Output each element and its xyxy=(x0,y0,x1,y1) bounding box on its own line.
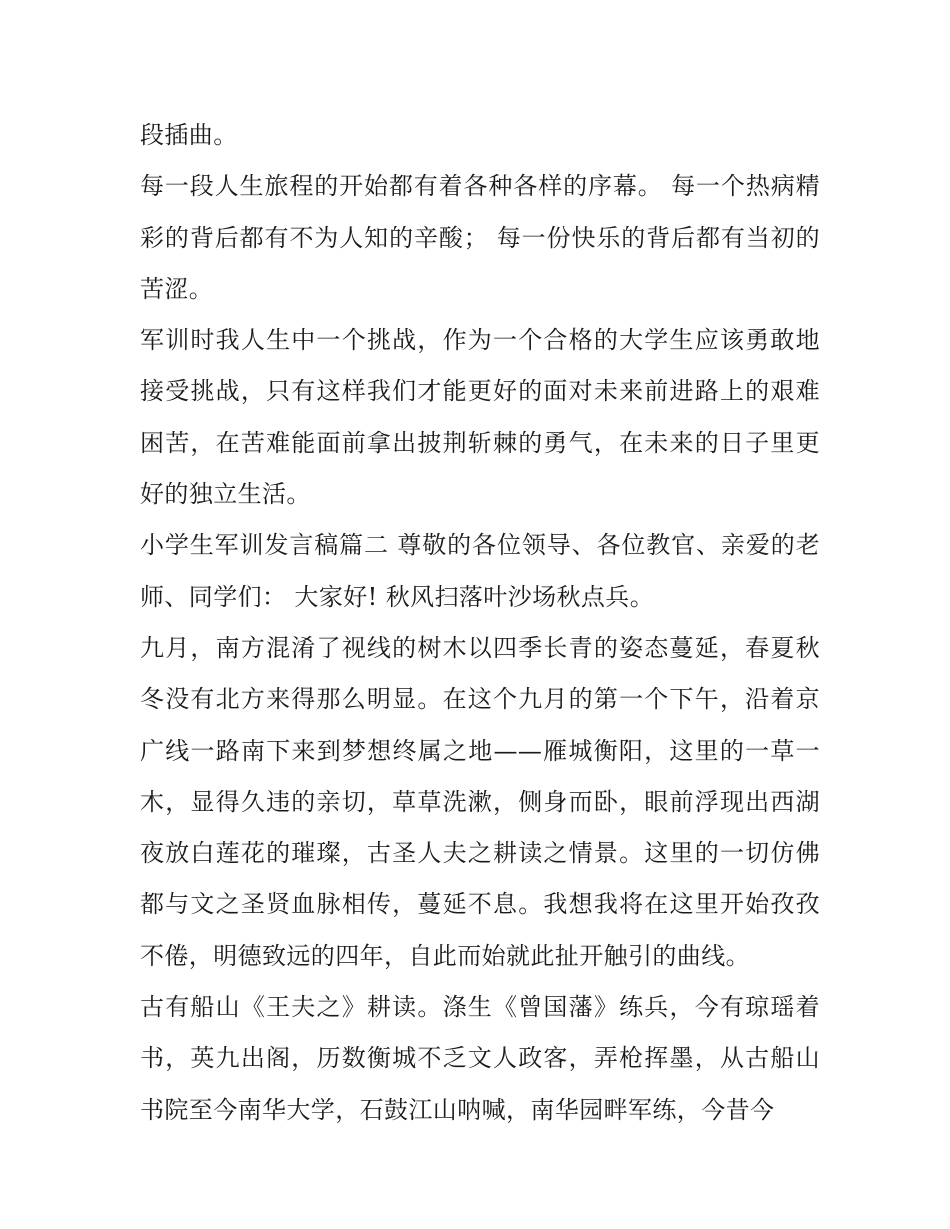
paragraph-6: 古有船山《王夫之》耕读。涤生《曾国藩》练兵，今有琼瑶着书，英九出阁，历数衡城不乏文人政客，弄枪挥墨，从古船山书院至今南华大学，石鼓江山呐喊，南华园畔军练，今昔今 xyxy=(140,993,820,1124)
document-body xyxy=(140,110,820,1136)
paragraph-4: 小学生军训发言稿篇二 尊敬的各位领导、各位教官、亲爱的老师、同学们： 大家好! 秋风扫落叶沙场秋点兵。 xyxy=(140,531,820,611)
paragraph-1: 段插曲。 xyxy=(140,121,238,149)
paragraph-2: 每一段人生旅程的开始都有着各种各样的序幕。 每一个热病精彩的背后都有不为人知的辛酸； 每一份快乐的背后都有当初的苦涩。 xyxy=(140,172,820,303)
paragraph-3: 军训时我人生中一个挑战，作为一个合格的大学生应该勇敢地接受挑战，只有这样我们才能更好的面对未来前进路上的艰难困苦，在苦难能面前拿出披荆斩棘的勇气，在未来的日子里更好的独立生活。 xyxy=(140,326,820,509)
paragraph-5: 九月，南方混淆了视线的树木以四季长青的姿态蔓延，春夏秋冬没有北方来得那么明显。在这个九月的第一个下午，沿着京广线一路南下来到梦想终属之地——雁城衡阳，这里的一草一木，显得久违的亲切，草草洗漱，侧身而卧，眼前浮现出西湖夜放白莲花的璀璨，古圣人夫之耕读之情景。这里的一切仿佛都与文之圣贤血脉相传，蔓延不息。我想我将在这里开始孜孜不倦，明德致远的四年，自此而始就此扯开触引的曲线。 xyxy=(140,633,820,970)
